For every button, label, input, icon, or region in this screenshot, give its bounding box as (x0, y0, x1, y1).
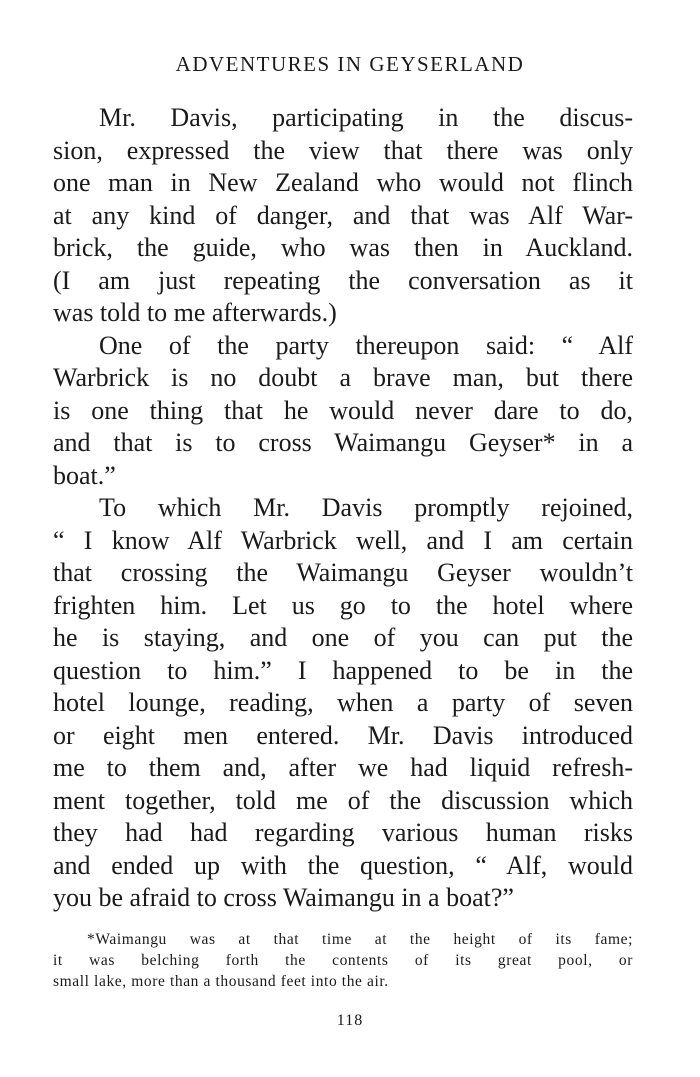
running-head: ADVENTURES IN GEYSERLAND (175, 52, 525, 76)
footnote (53, 929, 633, 992)
text-line: one man in New Zealand who would not flinch (53, 168, 633, 197)
text-line: hotel lounge, reading, when a party of seven (53, 688, 633, 717)
text-line: and that is to cross Waimangu Geyser* in a (53, 428, 633, 457)
text-line: One of the party thereupon said: “ Alf (99, 330, 633, 360)
text-line: Warbrick is no doubt a brave man, but there (53, 363, 633, 392)
text-line: he is staying, and one of you can put the (53, 623, 633, 652)
text-line: me to them and, after we had liquid refresh- (53, 753, 633, 782)
page-number: 118 (336, 1012, 364, 1029)
text-line: ment together, told me of the discussion which (53, 785, 633, 815)
text-line: frighten him. Let us go to the hotel where (53, 590, 633, 620)
body-text (53, 102, 633, 915)
text-line: they had had regarding various human risks (53, 818, 633, 847)
text-line: is one thing that he would never dare to do, (53, 395, 633, 425)
text-line: at any kind of danger, and that was Alf War- (53, 200, 633, 230)
text-line: To which Mr. Davis promptly rejoined, (99, 493, 633, 522)
footnote-line: it was belching forth the contents of its great pool, or (53, 952, 633, 969)
text-line: “ I know Alf Warbrick well, and I am certain (53, 525, 633, 555)
footnote-line: small lake, more than a thousand feet into the air. (53, 973, 389, 990)
text-line: (I am just repeating the conversation as it (53, 265, 633, 295)
text-line: sion, expressed the view that there was only (53, 135, 633, 165)
text-line: Mr. Davis, participating in the discus- (99, 103, 633, 132)
text-line: or eight men entered. Mr. Davis introduced (53, 720, 633, 750)
text-line: you be afraid to cross Waimangu in a boat?” (53, 883, 514, 912)
paragraph-1 (53, 102, 633, 330)
text-line: that crossing the Waimangu Geyser wouldn’t (53, 558, 633, 587)
paragraph-2 (53, 330, 633, 493)
text-line: boat.” (53, 460, 116, 490)
paragraph-3 (53, 492, 633, 915)
text-line: and ended up with the question, “ Alf, would (53, 850, 633, 880)
footnote-line: *Waimangu was at that time at the height of its fame; (87, 931, 633, 948)
text-line: was told to me afterwards.) (53, 298, 337, 327)
text-line: brick, the guide, who was then in Auckland. (53, 233, 633, 262)
text-line: question to him.” I happened to be in the (53, 655, 633, 685)
